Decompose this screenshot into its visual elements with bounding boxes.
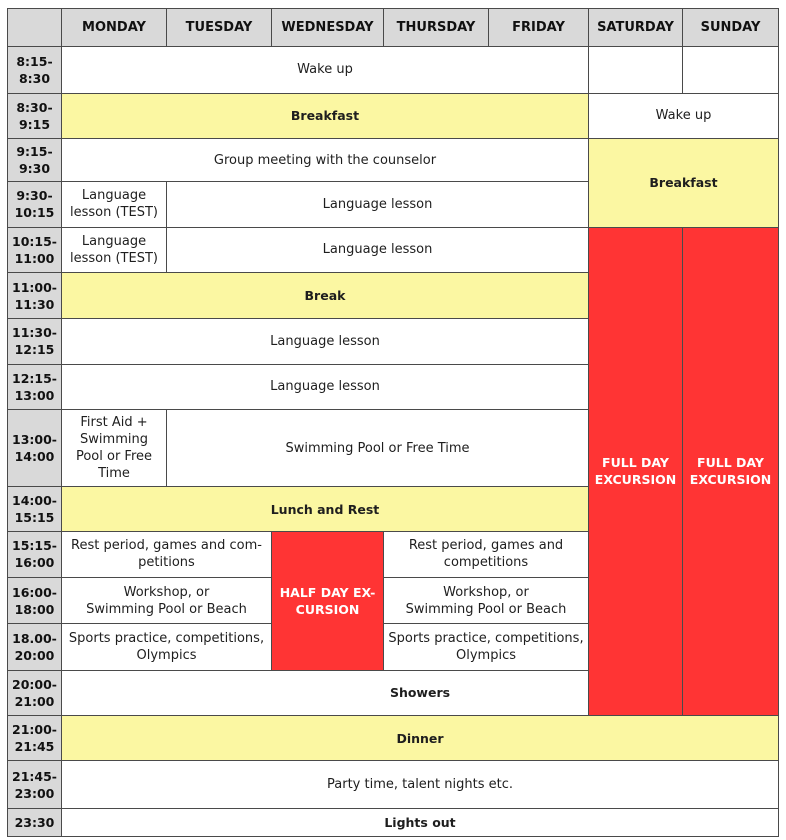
time-slot: 11:00- 11:30 bbox=[8, 272, 62, 318]
header-saturday: SATURDAY bbox=[589, 9, 683, 47]
activity-sports-thu-fri: Sports practice, competitions, Olympics bbox=[384, 624, 589, 670]
activity-break: Break bbox=[62, 272, 589, 318]
time-slot: 21:45- 23:00 bbox=[8, 761, 62, 808]
activity-full-day-excursion-sunday: FULL DAY EXCURSION bbox=[683, 227, 779, 715]
time-slot: 16:00- 18:00 bbox=[8, 578, 62, 624]
schedule-row bbox=[8, 808, 779, 836]
activity-language-lesson: Language lesson bbox=[62, 319, 589, 364]
schedule-row bbox=[8, 716, 779, 761]
activity-lunch-and-rest: Lunch and Rest bbox=[62, 487, 589, 531]
activity-workshop-mon-tue: Workshop, or Swimming Pool or Beach bbox=[62, 578, 272, 624]
activity-first-aid: First Aid + Swimming Pool or Free Time bbox=[62, 409, 167, 487]
activity-wake-up-weekdays: Wake up bbox=[62, 47, 589, 93]
activity-breakfast-weekdays: Breakfast bbox=[62, 93, 589, 138]
time-slot: 8:15- 8:30 bbox=[8, 47, 62, 93]
activity-rest-games-thu-fri: Rest period, games and competitions bbox=[384, 531, 589, 577]
activity-workshop-thu-fri: Workshop, or Swimming Pool or Beach bbox=[384, 578, 589, 624]
time-slot: 15:15- 16:00 bbox=[8, 531, 62, 577]
header-tuesday: TUESDAY bbox=[167, 9, 272, 47]
time-slot: 8:30- 9:15 bbox=[8, 93, 62, 138]
header-thursday: THURSDAY bbox=[384, 9, 489, 47]
time-slot: 18.00- 20:00 bbox=[8, 624, 62, 670]
activity-language-test: Language lesson (TEST) bbox=[62, 227, 167, 272]
activity-party-time: Party time, talent nights etc. bbox=[62, 761, 779, 808]
activity-wake-up-weekend: Wake up bbox=[589, 93, 779, 138]
schedule-row bbox=[8, 93, 779, 138]
time-slot: 10:15- 11:00 bbox=[8, 227, 62, 272]
time-slot: 14:00- 15:15 bbox=[8, 487, 62, 531]
activity-lights-out: Lights out bbox=[62, 808, 779, 836]
activity-full-day-excursion-saturday: FULL DAY EXCURSION bbox=[589, 227, 683, 715]
activity-breakfast-weekend: Breakfast bbox=[589, 138, 779, 227]
activity-half-day-excursion: HALF DAY EX- CURSION bbox=[272, 531, 384, 670]
time-slot: 9:15- 9:30 bbox=[8, 138, 62, 181]
header-monday: MONDAY bbox=[62, 9, 167, 47]
saturday-empty-cell bbox=[589, 47, 683, 93]
header-wednesday: WEDNESDAY bbox=[272, 9, 384, 47]
header-corner bbox=[8, 9, 62, 47]
time-slot: 23:30 bbox=[8, 808, 62, 836]
sunday-empty-cell bbox=[683, 47, 779, 93]
time-slot: 9:30- 10:15 bbox=[8, 182, 62, 227]
time-slot: 11:30- 12:15 bbox=[8, 319, 62, 364]
activity-language-lesson: Language lesson bbox=[62, 364, 589, 409]
activity-language-lesson: Language lesson bbox=[167, 227, 589, 272]
activity-language-lesson: Language lesson bbox=[167, 182, 589, 227]
time-slot: 13:00- 14:00 bbox=[8, 409, 62, 487]
schedule-row bbox=[8, 138, 779, 181]
schedule-row bbox=[8, 670, 779, 715]
activity-pool-or-free-time: Swimming Pool or Free Time bbox=[167, 409, 589, 487]
activity-group-meeting: Group meeting with the counselor bbox=[62, 138, 589, 181]
time-slot: 21:00- 21:45 bbox=[8, 716, 62, 761]
header-friday: FRIDAY bbox=[489, 9, 589, 47]
time-slot: 12:15- 13:00 bbox=[8, 364, 62, 409]
schedule-row bbox=[8, 47, 779, 93]
activity-showers: Showers bbox=[62, 670, 779, 715]
activity-language-test: Language lesson (TEST) bbox=[62, 182, 167, 227]
activity-sports-mon-tue: Sports practice, competitions, Olympics bbox=[62, 624, 272, 670]
header-row bbox=[8, 9, 779, 47]
time-slot: 20:00- 21:00 bbox=[8, 670, 62, 715]
activity-rest-games-mon-tue: Rest period, games and com- petitions bbox=[62, 531, 272, 577]
header-sunday: SUNDAY bbox=[683, 9, 779, 47]
activity-dinner: Dinner bbox=[62, 716, 779, 761]
schedule-row bbox=[8, 227, 779, 272]
schedule-row bbox=[8, 761, 779, 808]
weekly-schedule-table bbox=[7, 8, 779, 837]
